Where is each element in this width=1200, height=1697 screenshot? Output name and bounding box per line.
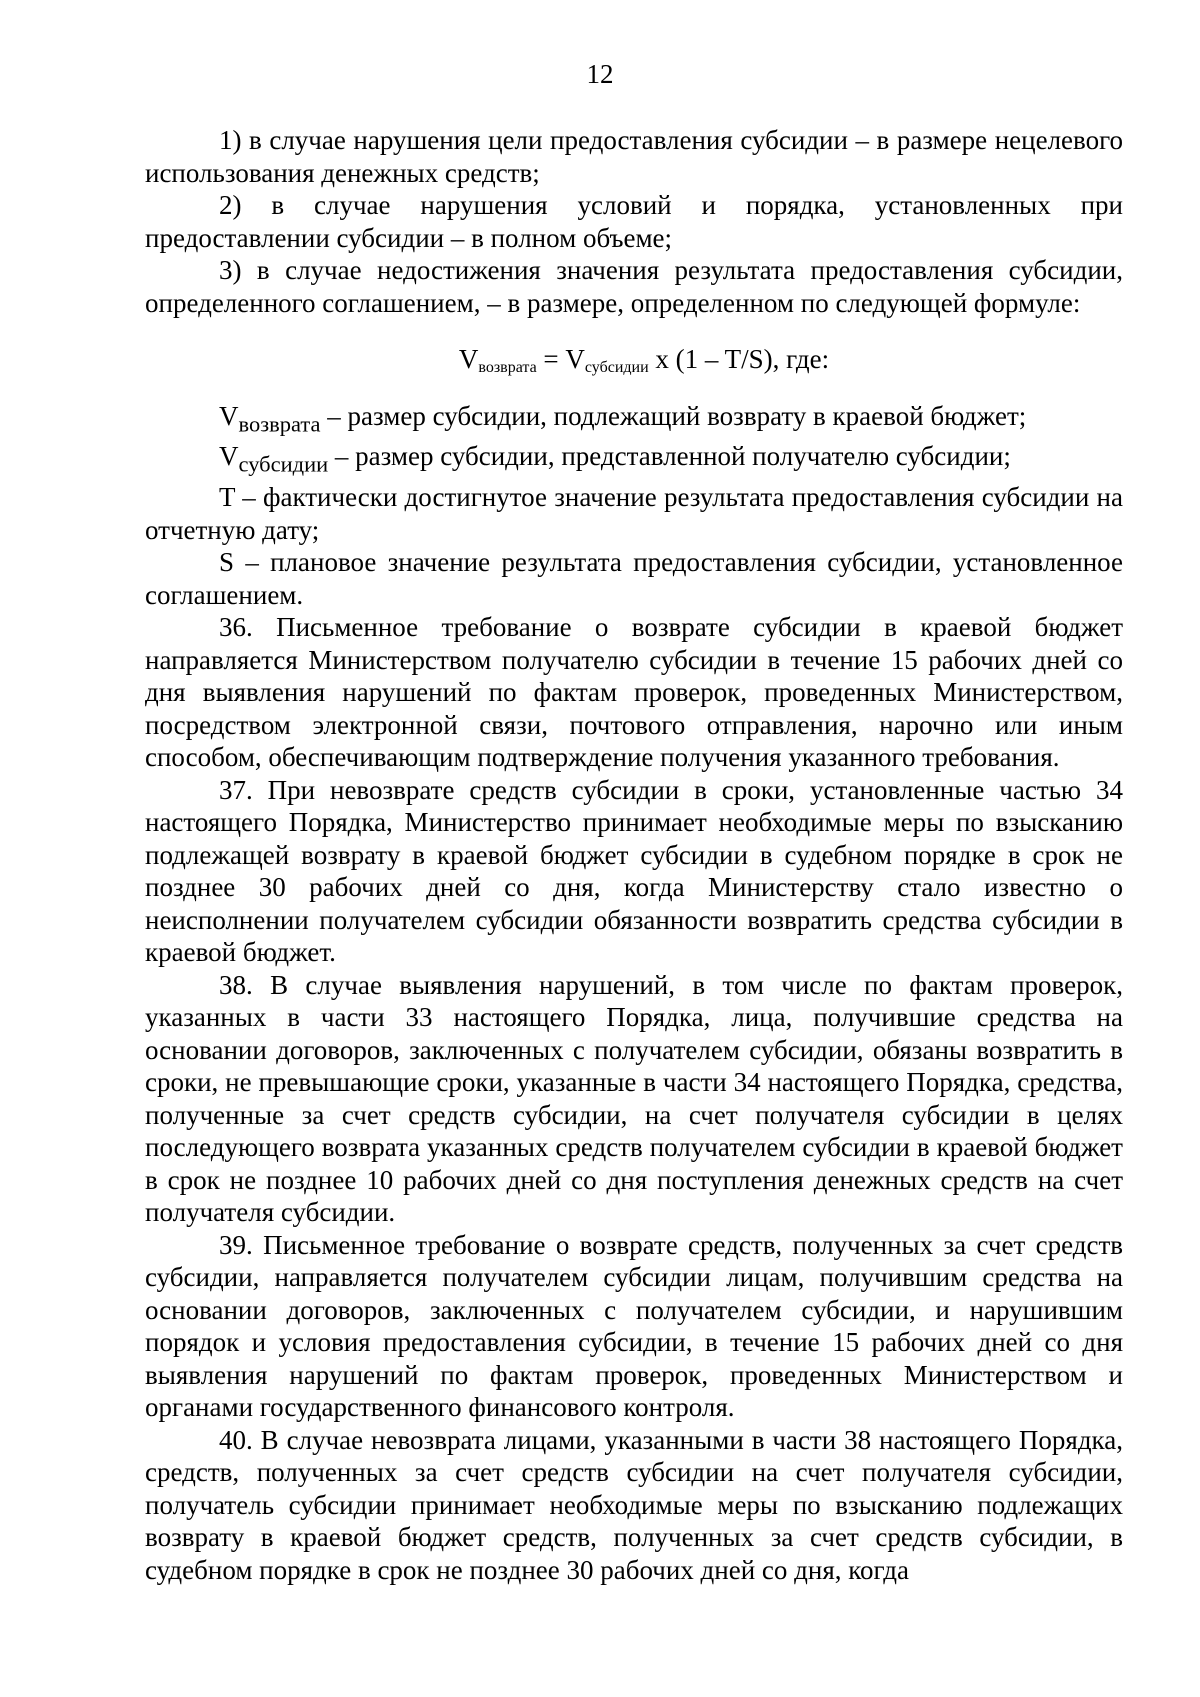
paragraph-item-2: 2) в случае нарушения условий и порядка, установленных при предоставлении субсидии – в полном объеме; <box>145 190 1123 253</box>
definition-s: S – плановое значение результата предоставления субсидии, установленное соглашением. <box>145 547 1123 610</box>
paragraph-40: 40. В случае невозврата лицами, указанными в части 38 настоящего Порядка, средств, полученных за счет средств субсидии на счет получателя субсидии, получатель субсидии принимает необходимые меры по взысканию подлежащих возврату в краевой бюджет средств, полученных за счет средств субсидии, в судебном порядке в срок не позднее 30 рабочих дней со дня, когда <box>145 1424 1123 1585</box>
formula <box>145 343 1123 376</box>
paragraph-39: 39. Письменное требование о возврате средств, полученных за счет средств субсидии, направляется получателем субсидии лицам, получившим средства на основании договоров, заключенных с получателем субсидии, и нарушившим порядок и условия предоставления субсидии, в течение 15 рабочих дней со дня выявления нарушений по фактам проверок, проведенных Министерством и органами государственного финансового контроля. <box>145 1229 1123 1423</box>
definition-v-return <box>145 400 1123 441</box>
definition-v-subsidy <box>145 440 1123 481</box>
formula-equals: = <box>536 344 566 374</box>
definition-v-return-text: – размер субсидии, подлежащий возврату в краевой бюджет; <box>320 400 1027 431</box>
definition-v-subsidy-sub: субсидии <box>238 451 329 477</box>
formula-sub-subsidy: субсидии <box>584 359 649 376</box>
document-body <box>145 124 1123 1586</box>
definition-v-return-symbol: V <box>219 400 239 431</box>
page-number: 12 <box>586 59 614 89</box>
definition-v-subsidy-symbol: V <box>219 441 239 472</box>
formula-rest: x (1 – T/S), где: <box>648 344 830 374</box>
formula-sub-return: возврата <box>478 359 537 376</box>
definition-v-subsidy-text: – размер субсидии, представленной получателю субсидии; <box>328 441 1011 472</box>
definition-v-return-sub: возврата <box>238 410 321 436</box>
formula-v-subsidy: V <box>565 344 585 374</box>
paragraph-36: 36. Письменное требование о возврате субсидии в краевой бюджет направляется Министерством получателю субсидии в течение 15 рабочих дней со дня выявления нарушений по фактам проверок, проведенных Министерством, посредством электронной связи, почтового отправления, нарочно или иным способом, обеспечивающим подтверждение получения указанного требования. <box>145 612 1123 773</box>
paragraph-38: 38. В случае выявления нарушений, в том числе по фактам проверок, указанных в части 33 настоящего Порядка, лица, получившие средства на основании договоров, заключенных с получателем субсидии, обязаны возвратить в сроки, не превышающие сроки, указанные в части 34 настоящего Порядка, средства, полученные за счет средств субсидии, на счет получателя субсидии в целях последующего возврата указанных средств получателем субсидии в краевой бюджет в срок не позднее 10 рабочих дней со дня поступления денежных средств на счет получателя субсидии. <box>145 969 1123 1228</box>
definition-t: T – фактически достигнутое значение результата предоставления субсидии на отчетную дату; <box>145 482 1123 545</box>
paragraph-item-1: 1) в случае нарушения цели предоставления субсидии – в размере нецелевого использования денежных средств; <box>145 125 1123 188</box>
paragraph-37: 37. При невозврате средств субсидии в сроки, установленные частью 34 настоящего Порядка, Министерство принимает необходимые меры по взысканию подлежащей возврату в краевой бюджет субсидии в судебном порядке в срок не позднее 30 рабочих дней со дня, когда Министерству стало известно о неисполнении получателем субсидии обязанности возвратить средства субсидии в краевой бюджет. <box>145 774 1123 968</box>
formula-v-return: V <box>458 344 479 374</box>
paragraph-item-3: 3) в случае недостижения значения результата предоставления субсидии, определенного соглашением, – в размере, определенном по следующей формуле: <box>145 255 1123 318</box>
